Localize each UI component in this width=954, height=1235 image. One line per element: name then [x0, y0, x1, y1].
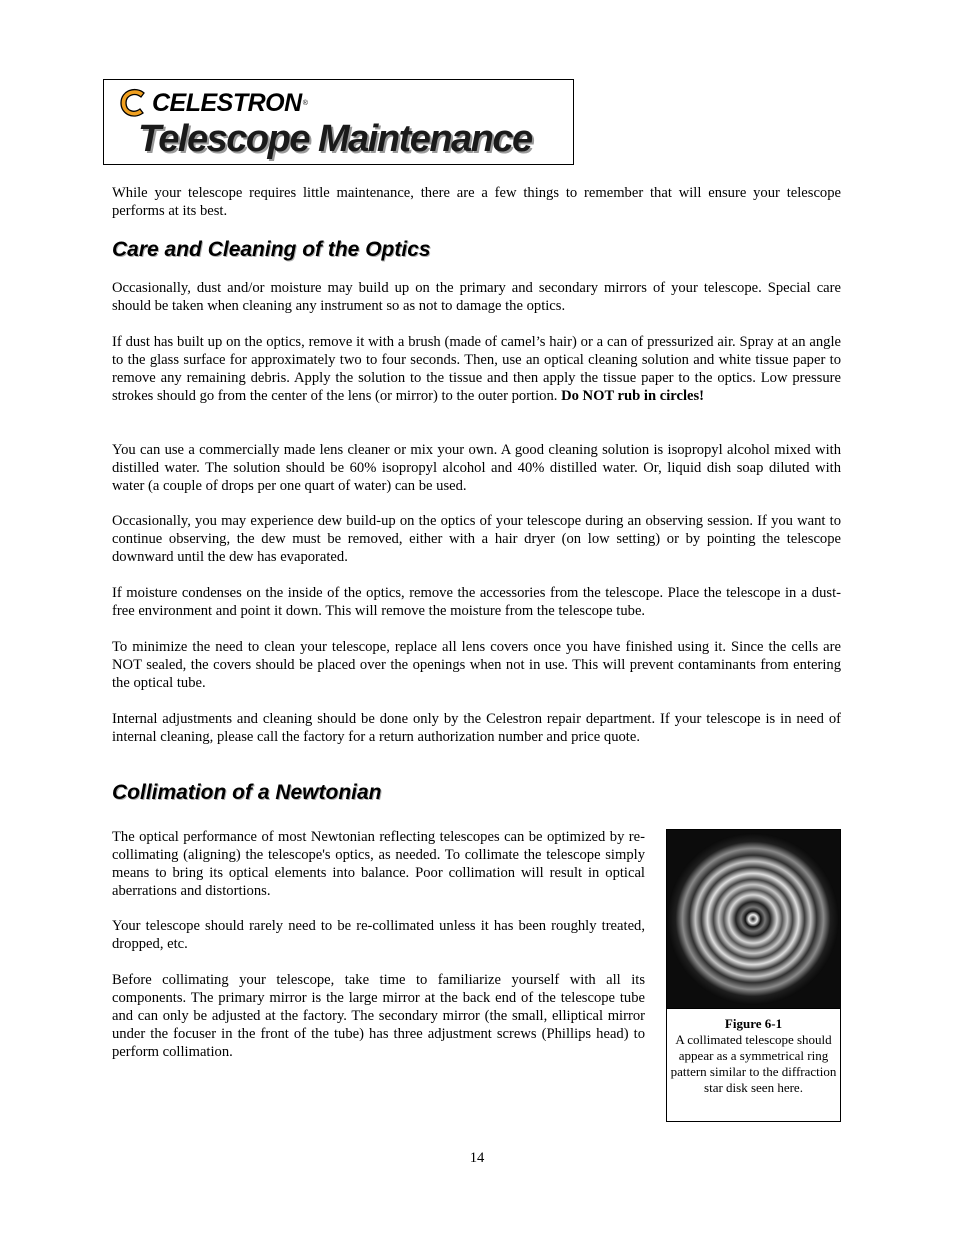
brand-registered-mark: ® — [302, 99, 308, 107]
collimation-paragraph-1: The optical performance of most Newtonian reflecting telescopes can be optimized by re-collimating (aligning) the telescope's optics, as needed. To collimate the telescope simply means to bring its optical elements into balance. Poor collimation will result in optical aberrations and distortions. — [112, 829, 645, 899]
figure-caption — [667, 1008, 840, 1096]
care-paragraph-6: To minimize the need to clean your telescope, replace all lens covers once you have finished using it. Since the cells are NOT sealed, the covers should be placed over the openings when not in use. This will prevent contaminants from entering the optical tube. — [112, 639, 841, 691]
collimation-paragraph-3: Before collimating your telescope, take time to familiarize yourself with all its components. The primary mirror is the large mirror at the back end of the telescope tube and can only be adjusted at the factory. The secondary mirror (the small, elliptical mirror under the focuser in the front of the tube) has three adjustment screws (Phillips head) to perform collimation. — [112, 972, 645, 1060]
figure-label: Figure 6-1 — [724, 1016, 783, 1031]
care-warning: Do NOT rub in circles! — [561, 388, 705, 404]
figure-6-1 — [666, 829, 841, 1122]
care-paragraph-3: You can use a commercially made lens cleaner or mix your own. A good cleaning solution is isopropyl alcohol mixed with distilled water. The solution should be 60% isopropyl alcohol and 40% distilled water. Or, liquid dish soap diluted with water (a couple of drops per one quart of water) can be used. — [112, 442, 841, 494]
brand-name: CELESTRON — [152, 88, 302, 117]
care-paragraph-2 — [112, 333, 841, 405]
collimation-paragraph-2: Your telescope should rarely need to be re-collimated unless it has been roughly treated, dropped, etc. — [112, 918, 645, 952]
page-number: 14 — [469, 1150, 485, 1166]
brand-logo — [118, 86, 308, 120]
care-paragraph-5: If moisture condenses on the inside of the optics, remove the accessories from the telescope. Place the telescope in a dust-free environment and point it down. This will remove the moisture from the telescope tube. — [112, 585, 841, 619]
diffraction-rings-image — [667, 830, 840, 1008]
heading-care-cleaning: Care and Cleaning of the Optics — [112, 238, 431, 261]
figure-caption-text: A collimated telescope should appear as a symmetrical ring pattern similar to the diffraction star disk seen here. — [670, 1032, 837, 1095]
heading-collimation: Collimation of a Newtonian — [112, 781, 382, 804]
page-title: Telescope Maintenance — [138, 118, 532, 160]
care-paragraph-4: Occasionally, you may experience dew build-up on the optics of your telescope during an observing session. If you want to continue observing, the dew must be removed, either with a hair dryer (on low setting) or by pointing the telescope downward until the dew has evaporated. — [112, 513, 841, 565]
care-paragraph-1: Occasionally, dust and/or moisture may build up on the primary and secondary mirrors of your telescope. Special care should be taken when cleaning any instrument so as not to damage the optics. — [112, 280, 841, 314]
intro-paragraph: While your telescope requires little maintenance, there are a few things to remember that will ensure your telescope performs at its best. — [112, 185, 841, 219]
celestron-swoosh-icon — [118, 87, 148, 119]
care-paragraph-2-text: If dust has built up on the optics, remove it with a brush (made of camel’s hair) or a can of pressurized air. Spray at an angle to the glass surface for approximately two to four seconds. Then, use an optical cleaning solution and white tissue paper to remove any remaining debris. Apply the solution to the tissue and then apply the tissue paper to the optics. Low pressure strokes should go from the center of the lens (or mirror) to the outer portion. — [112, 334, 841, 404]
care-paragraph-7: Internal adjustments and cleaning should be done only by the Celestron repair department. If your telescope is in need of internal cleaning, please call the factory for a return authorization number and price quote. — [112, 711, 841, 745]
header-box — [103, 79, 574, 165]
